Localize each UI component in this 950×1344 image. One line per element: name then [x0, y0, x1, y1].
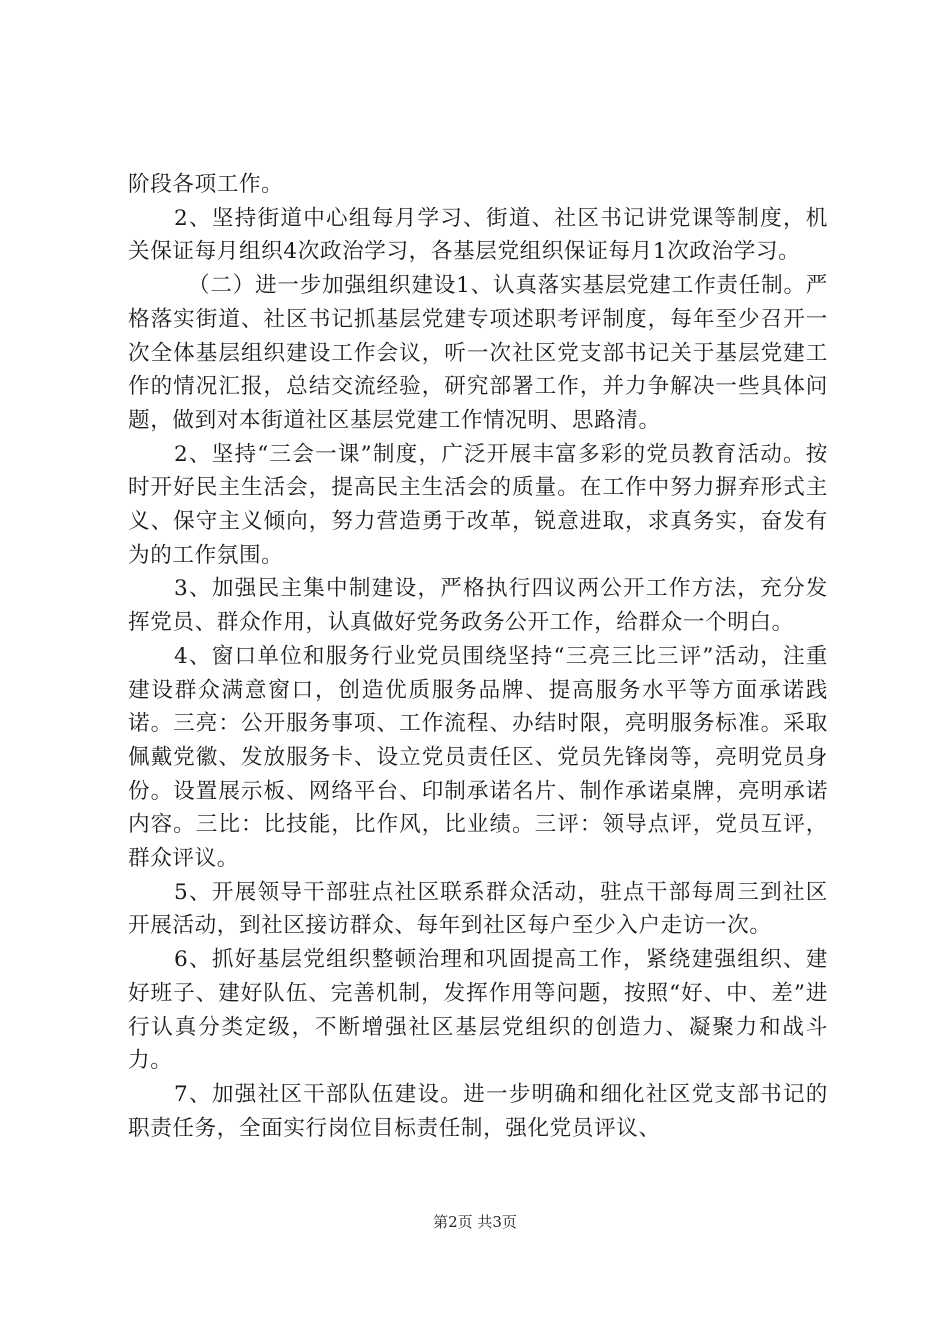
paragraph-item-2-meetings: 2、坚持“三会一课”制度，广泛开展丰富多彩的党员教育活动。按时开好民主生活会，提高民主生活会的质量。在工作中努力摒弃形式主义、保守主义倾向，努力营造勇于改革，锐意进取，求真务实，奋发有为的工作氛围。: [128, 441, 828, 568]
paragraph-item-5-community: 5、开展领导干部驻点社区联系群众活动，驻点干部每周三到社区开展活动，到社区接访群众、每年到社区每户至少入户走访一次。: [128, 879, 828, 939]
paragraph-item-3-democracy: 3、加强民主集中制建设，严格执行四议两公开工作方法，充分发挥党员、群众作用，认真做好党务政务公开工作，给群众一个明白。: [128, 576, 828, 636]
paragraph-item-4-service: 4、窗口单位和服务行业党员围绕坚持“三亮三比三评”活动，注重建设群众满意窗口，创造优质服务品牌、提高服务水平等方面承诺践诺。三亮：公开服务事项、工作流程、办结时限，亮明服务标准。采取佩戴党徽、发放服务卡、设立党员责任区、党员先锋岗等，亮明党员身份。设置展示板、网络平台、印制承诺名片、制作承诺桌牌，亮明承诺内容。三比：比技能，比作风，比业绩。三评：领导点评，党员互评，群众评议。: [128, 643, 828, 872]
paragraph-item-6-rectification: 6、抓好基层党组织整顿治理和巩固提高工作，紧绕建强组织、建好班子、建好队伍、完善机制，发挥作用等问题，按照“好、中、差”进行认真分类定级，不断增强社区基层党组织的创造力、凝聚力和战斗力。: [128, 947, 828, 1074]
paragraph-item-7-cadres: 7、加强社区干部队伍建设。进一步明确和细化社区党支部书记的职责任务，全面实行岗位目标责任制，强化党员评议、: [128, 1081, 828, 1141]
paragraph-section-organization: （二）进一步加强组织建设1、认真落实基层党建工作责任制。严格落实街道、社区书记抓基层党建专项述职考评制度，每年至少召开一次全体基层组织建设工作会议，听一次社区党支部书记关于基层党建工作的情况汇报，总结交流经验，研究部署工作，并力争解决一些具体问题，做到对本街道社区基层党建工作情况明、思路清。: [128, 273, 828, 433]
document-body: [128, 168, 828, 1145]
paragraph-continuation: 阶段各项工作。: [128, 172, 284, 197]
paragraph-item-2-study: 2、坚持街道中心组每月学习、街道、社区书记讲党课等制度，机关保证每月组织4次政治学习，各基层党组织保证每月1次政治学习。: [128, 205, 828, 265]
page-number-footer: 第2页 共3页: [433, 1213, 517, 1231]
